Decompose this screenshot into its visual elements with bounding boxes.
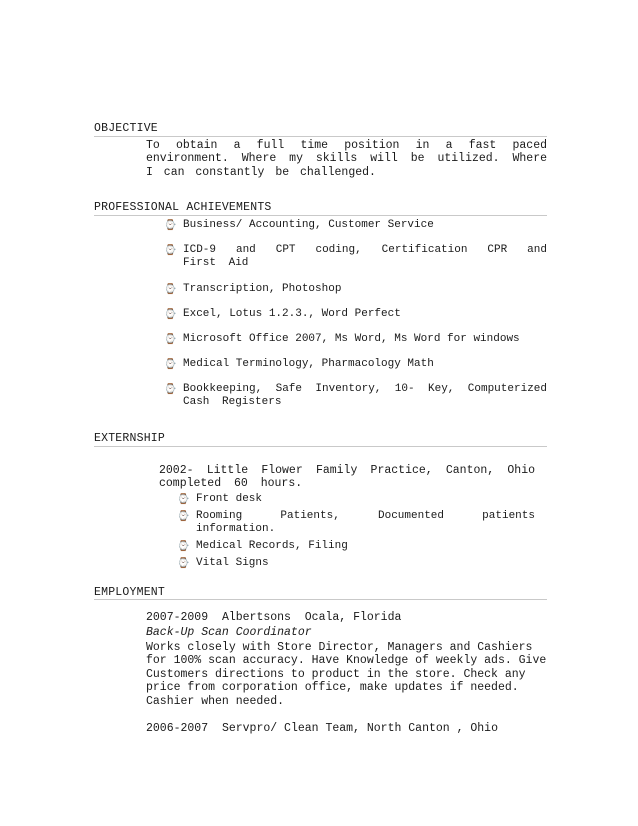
section-divider bbox=[94, 136, 547, 137]
section-divider bbox=[94, 215, 547, 216]
bullet-icon: ⌚ bbox=[164, 334, 177, 345]
bullet-icon: ⌚ bbox=[164, 284, 177, 295]
bullet-icon: ⌚ bbox=[177, 494, 190, 505]
job-header bbox=[146, 722, 547, 735]
objective-heading: OBJECTIVE bbox=[94, 122, 158, 135]
job-title: Back-Up Scan Coordinator bbox=[146, 626, 312, 639]
achievements-heading: PROFESSIONAL ACHIEVEMENTS bbox=[94, 201, 272, 214]
job-dates: 2006-2007 bbox=[146, 722, 209, 735]
bullet-icon: ⌚ bbox=[164, 359, 177, 370]
job-description: Works closely with Store Director, Managers and Cashiers for 100% scan accuracy. Have Knowledge of weekly ads. Give Customers directions to product in the store. Check any price from corporation office, make updates if needed. Cashier when needed. bbox=[146, 641, 547, 708]
bullet-icon: ⌚ bbox=[164, 220, 177, 231]
job-employer: Servpro/ Clean Team, North Canton , Ohio bbox=[221, 722, 498, 735]
bullet-icon: ⌚ bbox=[164, 384, 177, 395]
bullet-icon: ⌚ bbox=[164, 309, 177, 320]
bullet-icon: ⌚ bbox=[177, 511, 190, 522]
employment-heading: EMPLOYMENT bbox=[94, 586, 166, 599]
objective-text: To obtain a full time position in a fast paced environment. Where my skills will be utilized. Where I can constantly be challenged. bbox=[146, 139, 547, 179]
job-employer: Albertsons bbox=[221, 611, 291, 624]
externship-heading: EXTERNSHIP bbox=[94, 432, 166, 445]
job-dates: 2007-2009 bbox=[146, 611, 209, 624]
section-divider bbox=[94, 599, 547, 600]
section-divider bbox=[94, 446, 547, 447]
job-location: Ocala, Florida bbox=[304, 611, 402, 624]
bullet-icon: ⌚ bbox=[177, 558, 190, 569]
externship-summary: 2002- Little Flower Family Practice, Canton, Ohio completed 60 hours. bbox=[159, 464, 535, 491]
bullet-icon: ⌚ bbox=[164, 245, 177, 256]
bullet-icon: ⌚ bbox=[177, 541, 190, 552]
job-header bbox=[146, 611, 547, 624]
